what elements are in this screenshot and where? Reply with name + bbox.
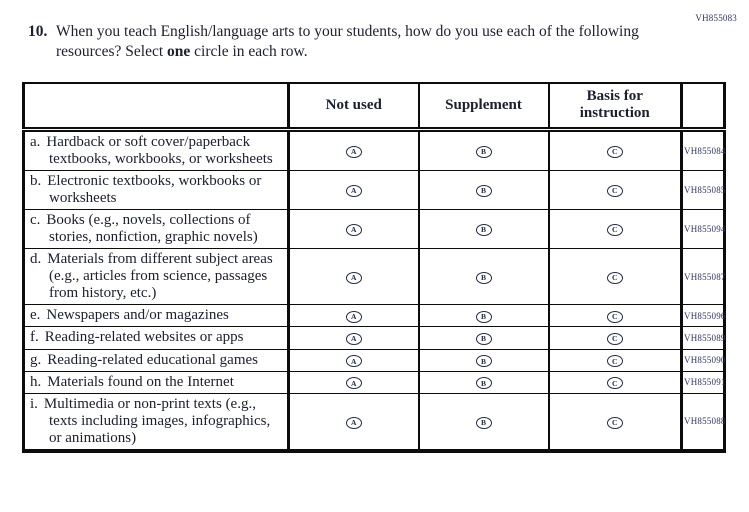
row-label-text: Reading-related educational games [47, 351, 258, 368]
row-letter: f. [30, 329, 39, 346]
answer-bubble-not-used[interactable]: A [346, 185, 362, 197]
option-cell-basis-for-instruction [549, 249, 682, 305]
answer-bubble-supplement[interactable]: B [476, 224, 492, 236]
column-header-basis-for-instruction: Basis for instruction [549, 83, 682, 129]
row-letter: a. [30, 133, 41, 150]
row-label-text: Multimedia or non-print texts (e.g., texts including images, infographics, or animations) [43, 395, 271, 446]
table-row-b [24, 170, 725, 209]
table-row-d [24, 249, 725, 305]
row-item-code: VH855096 [682, 305, 725, 327]
option-cell-supplement [419, 170, 549, 209]
row-label [24, 209, 289, 248]
answer-bubble-basis-for-instruction[interactable]: C [607, 146, 623, 158]
header-empty-cell [24, 83, 289, 129]
option-cell-not-used [289, 170, 419, 209]
option-cell-not-used [289, 305, 419, 327]
row-item-code: VH855084 [682, 129, 725, 170]
row-label-text: Reading-related websites or apps [44, 329, 244, 346]
option-cell-not-used [289, 393, 419, 451]
option-cell-supplement [419, 129, 549, 170]
row-label [24, 349, 289, 371]
row-label-text: Books (e.g., novels, collections of stories, nonfiction, graphic novels) [46, 211, 258, 245]
row-item-code: VH855091 [682, 371, 725, 393]
option-cell-basis-for-instruction [549, 393, 682, 451]
row-letter: b. [30, 172, 42, 189]
question-bold-word: one [167, 43, 191, 61]
row-label [24, 393, 289, 451]
question-number: 10. [28, 23, 48, 40]
table-row-h [24, 371, 725, 393]
option-cell-supplement [419, 393, 549, 451]
row-letter: c. [30, 211, 41, 228]
answer-bubble-supplement[interactable]: B [476, 185, 492, 197]
answer-bubble-supplement[interactable]: B [476, 417, 492, 429]
row-item-code: VH855090 [682, 349, 725, 371]
item-code-top-right: VH855083 [695, 13, 737, 23]
row-item-code: VH855085 [682, 170, 725, 209]
option-cell-supplement [419, 249, 549, 305]
row-letter: e. [30, 307, 41, 324]
option-cell-not-used [289, 209, 419, 248]
option-cell-basis-for-instruction [549, 371, 682, 393]
table-row-c [24, 209, 725, 248]
option-cell-supplement [419, 371, 549, 393]
answer-bubble-supplement[interactable]: B [476, 146, 492, 158]
answer-bubble-basis-for-instruction[interactable]: C [607, 355, 623, 367]
answer-bubble-not-used[interactable]: A [346, 146, 362, 158]
header-code-cell [682, 83, 725, 129]
option-cell-not-used [289, 129, 419, 170]
answer-bubble-basis-for-instruction[interactable]: C [607, 185, 623, 197]
answer-bubble-basis-for-instruction[interactable]: C [607, 333, 623, 345]
column-header-not-used: Not used [289, 83, 419, 129]
answer-bubble-not-used[interactable]: A [346, 333, 362, 345]
row-letter: d. [30, 251, 42, 268]
option-cell-supplement [419, 349, 549, 371]
option-cell-supplement [419, 305, 549, 327]
table-row-a [24, 129, 725, 170]
answer-bubble-basis-for-instruction[interactable]: C [607, 311, 623, 323]
row-letter: h. [30, 373, 42, 390]
table-row-f [24, 327, 725, 349]
question-block [28, 22, 688, 63]
answer-bubble-basis-for-instruction[interactable]: C [607, 224, 623, 236]
row-label-text: Hardback or soft cover/paperback textbooks, workbooks, or worksheets [46, 133, 273, 167]
row-label [24, 170, 289, 209]
option-cell-supplement [419, 327, 549, 349]
row-label [24, 249, 289, 305]
answer-bubble-not-used[interactable]: A [346, 377, 362, 389]
row-letter: g. [30, 351, 42, 368]
answer-bubble-not-used[interactable]: A [346, 311, 362, 323]
resource-usage-table [22, 82, 726, 453]
question-text: When you teach English/language arts to your students, how do you use each of the following resources? Select one circle in each row. [56, 23, 639, 61]
option-cell-basis-for-instruction [549, 305, 682, 327]
option-cell-basis-for-instruction [549, 170, 682, 209]
row-label [24, 129, 289, 170]
table-header-row [24, 83, 725, 129]
option-cell-not-used [289, 349, 419, 371]
row-item-code: VH855087 [682, 249, 725, 305]
option-cell-not-used [289, 371, 419, 393]
answer-bubble-supplement[interactable]: B [476, 311, 492, 323]
row-label-text: Materials found on the Internet [47, 373, 234, 390]
row-label-text: Materials from different subject areas (e.g., articles from science, passages from history, etc.) [47, 251, 273, 302]
option-cell-basis-for-instruction [549, 349, 682, 371]
row-label-text: Newspapers and/or magazines [46, 307, 229, 324]
answer-bubble-supplement[interactable]: B [476, 377, 492, 389]
row-label [24, 327, 289, 349]
option-cell-basis-for-instruction [549, 209, 682, 248]
answer-bubble-basis-for-instruction[interactable]: C [607, 377, 623, 389]
row-letter: i. [30, 395, 38, 412]
row-item-code: VH855089 [682, 327, 725, 349]
answer-bubble-basis-for-instruction[interactable]: C [607, 417, 623, 429]
option-cell-not-used [289, 249, 419, 305]
row-label-text: Electronic textbooks, workbooks or worksheets [47, 172, 262, 206]
answer-bubble-not-used[interactable]: A [346, 272, 362, 284]
answer-bubble-basis-for-instruction[interactable]: C [607, 272, 623, 284]
column-header-supplement: Supplement [419, 83, 549, 129]
answer-bubble-not-used[interactable]: A [346, 224, 362, 236]
table-row-g [24, 349, 725, 371]
option-cell-basis-for-instruction [549, 327, 682, 349]
answer-bubble-not-used[interactable]: A [346, 417, 362, 429]
row-item-code: VH855088 [684, 416, 726, 427]
option-cell-basis-for-instruction [549, 129, 682, 170]
answer-bubble-supplement[interactable]: B [476, 355, 492, 367]
answer-bubble-supplement[interactable]: B [476, 272, 492, 284]
row-label [24, 305, 289, 327]
table-row-i [24, 393, 725, 451]
row-label [24, 371, 289, 393]
option-cell-not-used [289, 327, 419, 349]
table-row-e [24, 305, 725, 327]
option-cell-supplement [419, 209, 549, 248]
row-item-code: VH855094 [682, 209, 725, 248]
answer-bubble-not-used[interactable]: A [346, 355, 362, 367]
answer-bubble-supplement[interactable]: B [476, 333, 492, 345]
